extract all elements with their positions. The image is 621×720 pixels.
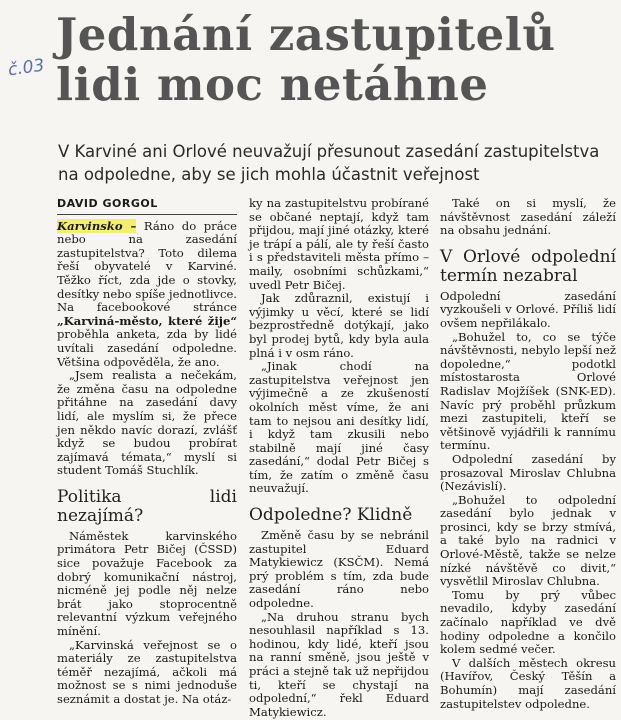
column-1	[57, 197, 237, 707]
subheading: V Orlové odpolední termín nezabral	[440, 246, 616, 286]
subheading: Politika lidi nezajímá?	[57, 486, 237, 526]
subtitle: V Karviné ani Orlové neuvažují přesunout zasedání zastupitelstva na odpoledne, aby se jich mohla účastnit veřejnost	[58, 142, 600, 184]
paragraph: „Bohužel to, co se týče návštěvnosti, nebylo lepší než dopoledne,“ podotkl místostarosta Orlové Radislav Mojžíšek (SNK-ED). Navíc prý proběhl průzkum mezi zastupiteli, kteří se většinově vyjádřili k rannímu termínu.	[440, 329, 616, 453]
paragraph: „Bohužel to odpolední zasedání bylo jednak v prosinci, kdy se brzy stmívá, a také bylo na radnici v Orlové-Městě, takže se nelze nízké návštěvě co divit,“ vysvětlil Miroslav Chlubna.	[440, 492, 616, 589]
column-2	[249, 197, 429, 719]
paragraph: „Jinak chodí na zastupitelstva veřejnost jen výjimečně a ze zkušeností okolních měst víme, že ani tam to nejsou ani desítky lidí, i když tam zkusili nebo stabilně mají jiné časy zasedání,“ dodal Petr Bičej s tím, že zatím o změně času neuvažují.	[249, 359, 429, 496]
paragraph: Náměstek karvinského primátora Petr Bičej (ČSSD) sice považuje Facebook za dobrý komunikační nástroj, nicméně jej podle něj nelze brát jako stoprocentně relevantní výzkum veřejného mínění.	[57, 528, 237, 639]
paragraph: Odpolední zasedání by prosazoval Miroslav Chlubna (Nezávislí).	[440, 451, 616, 494]
paragraph: Tomu by prý vůbec nevadilo, kdyby zasedání začínalo například ve dvě hodiny odpoledne a končilo kolem sedmé večer.	[440, 587, 616, 657]
paragraph: Také on si myslí, že návštěvnost zasedání záleží na obsahu jednání.	[440, 196, 616, 238]
handwritten-note: č.03	[6, 55, 46, 81]
headline-line-1: Jednání zastupitelů	[56, 8, 556, 61]
dateline: Karvinsko –	[57, 218, 137, 233]
paragraph: „Karvinská veřejnost se o materiály ze zastupitelstva téměř nezajímá, ačkoli má možnost se s nimi jednoduše seznámit a dostat je. Na otáz-	[57, 637, 237, 706]
paragraph: Odpolední zasedání vyzkoušeli v Orlové. Příliš lidí ovšem nepřilákalo.	[440, 288, 616, 330]
headline-line-2: lidi moc netáhne	[56, 58, 489, 111]
headline	[56, 10, 616, 110]
paragraph: Změně času by se nebránil zastupitel Eduard Matykiewicz (KSČM). Nemá prý problém s tím, zda bude zasedání ráno nebo odpoledne.	[249, 528, 429, 611]
paragraph: Jak zdůraznil, existují i výjimky u věcí, které se lidí bezprostředně dotýkají, jako byl prodej bytů, kdy byla aula plná i v osm ráno.	[249, 291, 429, 360]
paragraph: ky na zastupitelstvu probírané se občané neptají, když tam přijdou, mají jiné otázky, které je trápí a pálí, ale ty řeší často i s představiteli města přímo – maily, osobními schůzkami,“ uvedl Petr Bičej.	[249, 196, 429, 292]
lead-paragraph: Karvinsko – Ráno do práce nebo na zasedání zastupitelstva? Toto dilema řeší obyvatelé v Karviné. Těžko říct, zda jde o stovky, desítky nebo spíše jednotlivce. Na facebookové stránce „Karviná-město, které žije“ proběhla anketa, zda by lidé uvítali zasedání odpoledne. Většina odpověděla, že ano.	[57, 218, 237, 369]
author-byline: DAVID GORGOL	[57, 197, 237, 215]
column-3	[440, 197, 616, 711]
paragraph: V dalších městech okresu (Havířov, Český Těšín a Bohumín) mají zasedání zastupitelstev odpoledne.	[440, 655, 616, 711]
paragraph: „Na druhou stranu bych nesouhlasil například s 13. hodinou, kdy lidé, kteří jsou na ranní směně, jsou ještě v práci a stejně tak už nepřijdou ti, kteří se chystají na odpolední,“ řekl Eduard Matykiewicz.	[249, 609, 429, 719]
paragraph: „Jsem realista a nečekám, že změna času na odpoledne přitáhne na zasedání davy lidí, ale myslím si, že přece jen někdo navíc dorazí, zvlášť když se budou probírat zajímavá témata,“ myslí si student Tomáš Stuchlík.	[57, 368, 237, 478]
subheading: Odpoledne? Klidně	[249, 505, 413, 526]
